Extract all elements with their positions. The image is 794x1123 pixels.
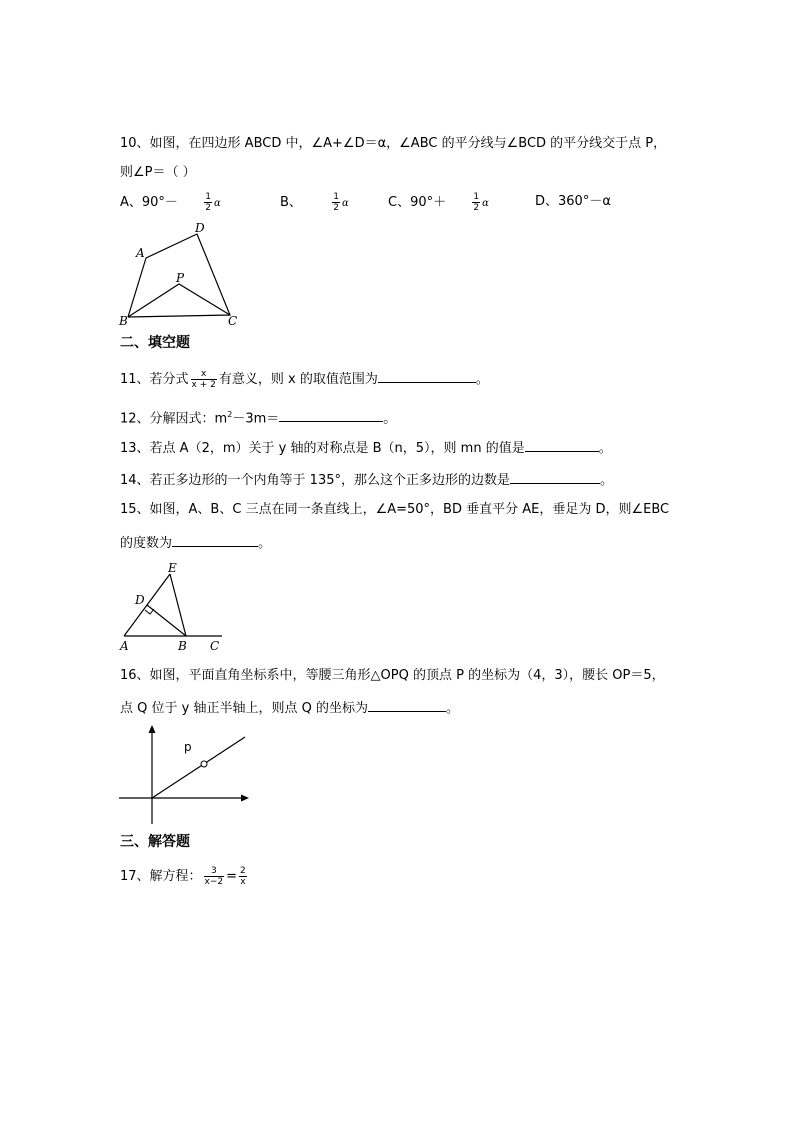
q17: 17、解方程： $\frac{3}{x-2}$ = $\frac{2}{x}$	[120, 866, 246, 887]
label-a: A	[120, 639, 129, 653]
q17-right-fraction: $\frac{2}{x}$	[240, 866, 246, 887]
half-fraction: $\frac{1}{2}$	[333, 192, 339, 213]
q14: 14、若正多边形的一个内角等于 135°，那么这个正多边形的边数是 。	[120, 469, 613, 491]
q10-options	[120, 192, 640, 216]
label-d: D	[135, 593, 145, 607]
q16-line1: 16、如图，平面直角坐标系中，等腰三角形△OPQ 的顶点 P 的坐标为（4，3），腰长 OP＝5，	[120, 668, 665, 683]
q15-line1: 15、如图，A、B、C 三点在同一条直线上，∠A=50°，BD 垂直平分 AE，垂足为 D，则∠EBC	[120, 502, 670, 517]
q15-line2: 的度数为 。	[120, 532, 271, 554]
q12-answer-blank[interactable]	[279, 407, 383, 422]
q10-line1: 10、如图，在四边形 ABCD 中，∠A+∠D＝α，∠ABC 的平分线与∠BCD 的平分线交于点 P，	[120, 136, 667, 151]
half-fraction: $\frac{1}{2}$	[205, 192, 211, 213]
label-c: C	[228, 314, 238, 328]
label-d: D	[195, 221, 205, 235]
q10-option-c: C、90°＋ $\frac{1}{2}$ α	[388, 192, 489, 213]
q10-line2: 则∠P＝（ ）	[120, 165, 196, 180]
q16-answer-blank[interactable]	[368, 697, 446, 712]
section-fill-in: 二、填空题	[120, 335, 190, 351]
q11-answer-blank[interactable]	[378, 368, 476, 383]
label-b: B	[178, 639, 187, 653]
label-b: B	[119, 314, 128, 328]
label-p: P	[176, 271, 185, 285]
q13: 13、若点 A（2，m）关于 y 轴的对称点是 B（n，5），则 mn 的值是 。	[120, 437, 612, 459]
coordinate-plane-figure	[115, 720, 255, 830]
label-e: E	[168, 561, 177, 575]
q15-answer-blank[interactable]	[172, 532, 258, 547]
label-a: A	[136, 246, 145, 260]
q16-line2: 点 Q 位于 y 轴正半轴上，则点 Q 的坐标为 。	[120, 697, 459, 719]
y-axis-arrow-icon	[149, 725, 156, 733]
section-solve: 三、解答题	[120, 834, 190, 850]
q10-option-d: D、360°－α	[535, 194, 611, 209]
q11-fraction: $\frac{x}{x + 2}$	[191, 369, 216, 390]
quadrilateral-figure	[115, 220, 255, 330]
triangle-figure	[118, 562, 228, 652]
x-axis-arrow-icon	[241, 795, 249, 802]
label-c: C	[210, 639, 220, 653]
q10-option-b: B、 $\frac{1}{2}$ α	[280, 192, 349, 213]
q12: 12、分解因式：$m^2-3m=$ 。	[120, 405, 396, 429]
label-p: p	[184, 740, 192, 754]
q14-answer-blank[interactable]	[510, 469, 600, 484]
q11: 11、若分式 $\frac{x}{x + 2}$ 有意义，则 x 的取值范围为 。	[120, 369, 489, 390]
q17-left-fraction: $\frac{3}{x-2}$	[204, 866, 224, 887]
q10-option-a: A、90°－ $\frac{1}{2}$ α	[120, 192, 221, 213]
q13-answer-blank[interactable]	[525, 437, 599, 452]
half-fraction: $\frac{1}{2}$	[473, 192, 480, 213]
